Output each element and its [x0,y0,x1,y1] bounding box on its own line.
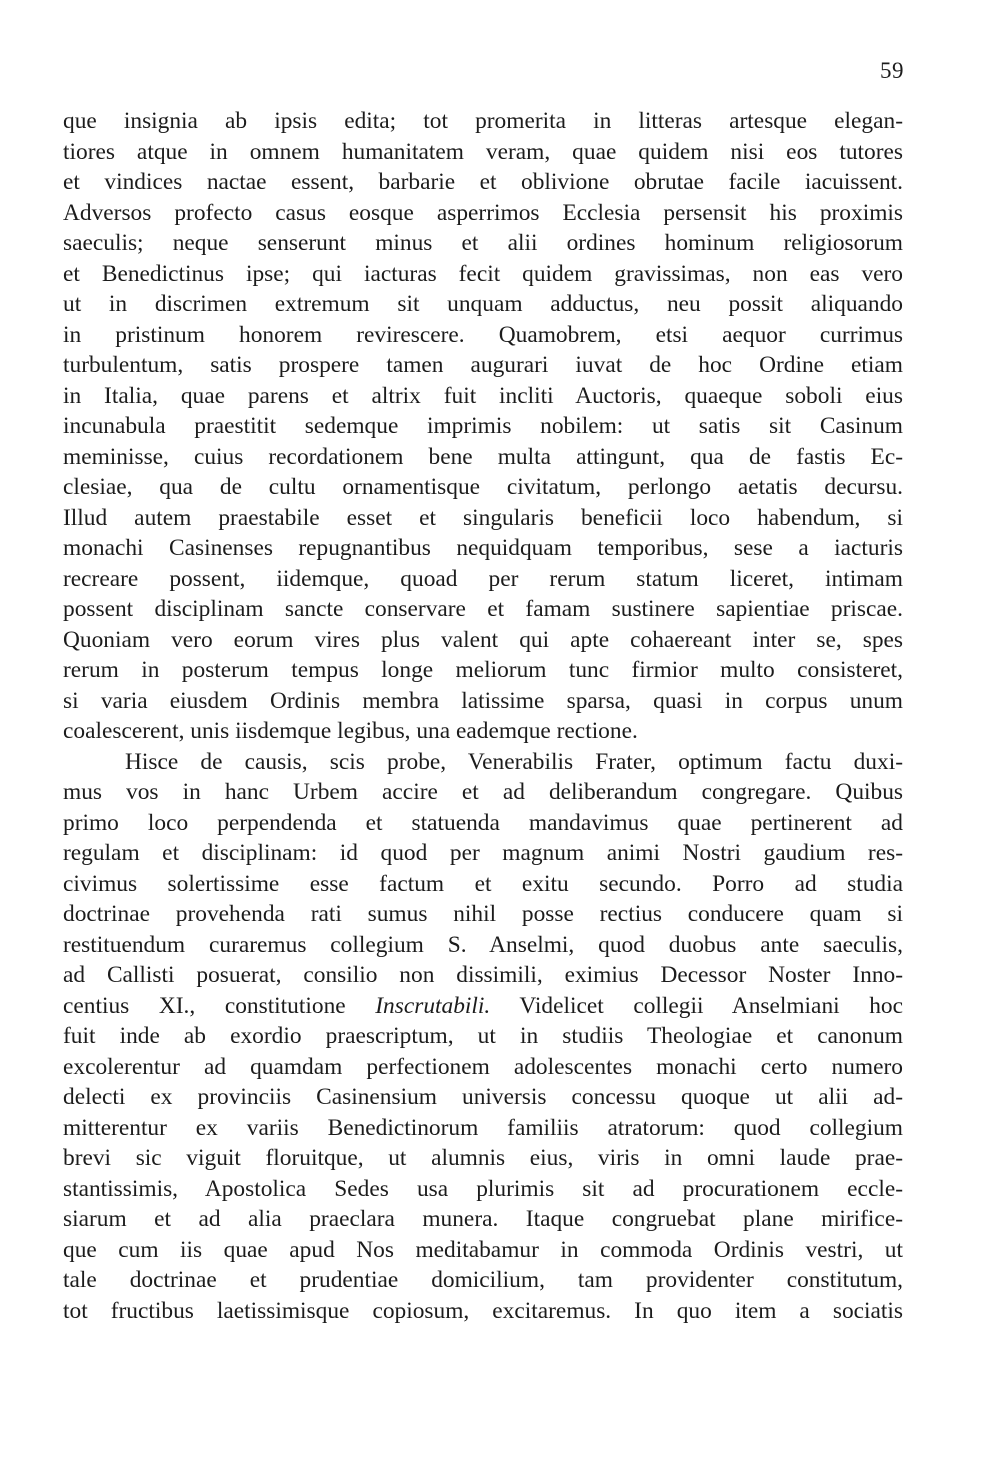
text-line: Quoniam vero eorum vires plus valent qui apte cohaereant inter se, spes [63,626,903,653]
text-line: tot fructibus laetissimisque copiosum, excitaremus. In quo item a sociatis [63,1297,903,1324]
text-line: possent disciplinam sancte conservare et famam sustinere sapientiae priscae. [63,596,903,622]
body-text [63,106,903,1326]
text-line: et Benedictinus ipse; qui iacturas fecit quidem gravissimas, non eas vero [63,260,903,287]
text-line: siarum et ad alia praeclara munera. Itaque congruebat plane mirifice- [63,1206,903,1232]
text-line: stantissimis, Apostolica Sedes usa plurimis sit ad procurationem eccle- [63,1175,903,1202]
text-line: Adversos profecto casus eosque asperrimos Ecclesia persensit his proximis [63,199,903,226]
text-line: civimus solertissime esse factum et exitu secundo. Porro ad studia [63,870,903,897]
text-line: doctrinae provehenda rati sumus nihil posse rectius conducere quam si [63,901,903,927]
text-line: rerum in posterum tempus longe meliorum tunc firmior multo consisteret, [63,657,903,683]
text-line: in Italia, quae parens et altrix fuit incliti Auctoris, quaeque soboli eius [63,382,903,409]
text-line: turbulentum, satis prospere tamen augurari iuvat de hoc Ordine etiam [63,352,903,378]
text-line: saeculis; neque senserunt minus et alii ordines hominum religiosorum [63,230,903,256]
text-line: mitterentur ex variis Benedictinorum familiis atratorum: quod collegium [63,1114,903,1141]
text-line: recreare possent, iidemque, quoad per rerum statum liceret, intimam [63,565,903,592]
text-line: meminisse, cuius recordationem bene multa attingunt, qua de fastis Ec- [63,443,903,470]
text-line: clesiae, qua de cultu ornamentisque civitatum, perlongo aetatis decursu. [63,474,903,500]
text-line: restituendum curaremus collegium S. Anselmi, quod duobus ante saeculis, [63,931,903,958]
text-line: que cum iis quae apud Nos meditabamur in commoda Ordinis vestri, ut [63,1236,903,1263]
text-line: centius XI., constitutione Inscrutabili. Videlicet collegii Anselmiani hoc [63,992,903,1019]
text-line: delecti ex provinciis Casinensium universis concessu quoque ut alii ad- [63,1084,903,1110]
text-line: Illud autem praestabile esset et singularis beneficii loco habendum, si [63,504,903,531]
text-line: in pristinum honorem revirescere. Quamobrem, etsi aequor currimus [63,321,903,348]
text-line: regulam et disciplinam: id quod per magnum animi Nostri gaudium res- [63,840,903,866]
text-line: ad Callisti posuerat, consilio non dissimili, eximius Decessor Noster Inno- [63,962,903,988]
text-line: fuit inde ab exordio praescriptum, ut in studiis Theologiae et canonum [63,1023,903,1049]
text-line: mus vos in hanc Urbem accire et ad deliberandum congregare. Quibus [63,779,903,805]
page-number: 59 [880,58,904,83]
text-line: si varia eiusdem Ordinis membra latissime sparsa, quasi in corpus unum [63,687,903,714]
text-line: ut in discrimen extremum sit unquam adductus, neu possit aliquando [63,291,903,317]
text-line: excolerentur ad quamdam perfectionem adolescentes monachi certo numero [63,1053,903,1080]
text-line: Hisce de causis, scis probe, Venerabilis Frater, optimum factu duxi- [125,748,903,775]
italic-title: Inscrutabili. [375,992,491,1019]
text-line: que insignia ab ipsis edita; tot promerita in litteras artesque elegan- [63,108,903,134]
paragraph [63,106,903,747]
text-line: coalescerent, unis iisdemque legibus, una eademque rectione. [63,718,638,744]
text-line: primo loco perpendenda et statuenda mandavimus quae pertinerent ad [63,809,903,836]
text-line: et vindices nactae essent, barbarie et oblivione obrutae facile iacuissent. [63,169,903,195]
text-line: brevi sic viguit floruitque, ut alumnis eius, viris in omni laude prae- [63,1145,903,1171]
text-line: tale doctrinae et prudentiae domicilium, tam providenter constitutum, [63,1267,903,1293]
text-line: monachi Casinenses repugnantibus nequidquam temporibus, sese a iacturis [63,535,903,561]
text-line: incunabula praestitit sedemque imprimis nobilem: ut satis sit Casinum [63,413,903,439]
paragraph [63,747,903,1327]
text-line: tiores atque in omnem humanitatem veram, quae quidem nisi eos tutores [63,138,903,165]
